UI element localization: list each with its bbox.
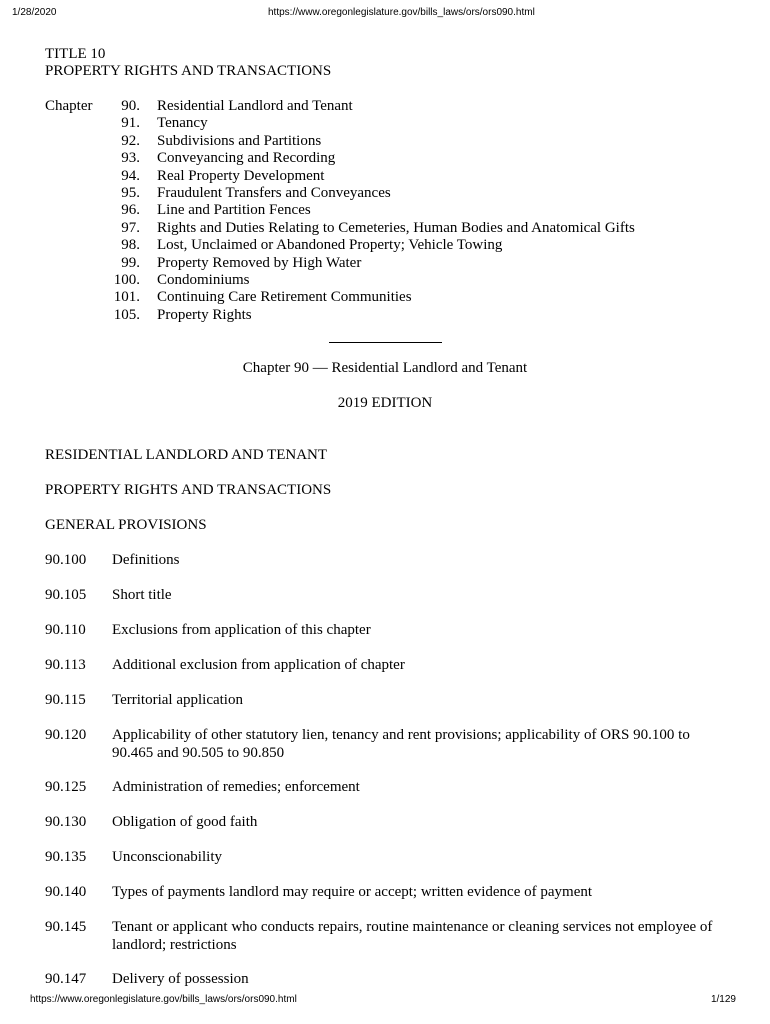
page-number: 1/129 [710, 994, 736, 1005]
chapter-number: 99. [121, 254, 140, 271]
print-footer [30, 993, 736, 1007]
heading-title: PROPERTY RIGHTS AND TRANSACTIONS [45, 482, 332, 498]
chapter-title: Tenancy [157, 115, 208, 132]
chapter-title: Continuing Care Retirement Communities [157, 289, 412, 306]
chapter-number: 93. [121, 150, 140, 167]
chapter-title: Lost, Unclaimed or Abandoned Property; Vehicle Towing [157, 237, 503, 254]
section-number: 90.110 [45, 622, 86, 638]
chapter-number: 101. [113, 289, 140, 306]
chapter-number: 105. [113, 306, 140, 323]
chapter-title: Line and Partition Fences [157, 202, 311, 219]
chapter-list-item [110, 133, 670, 150]
chapter-number: 96. [121, 202, 140, 219]
section-number: 90.100 [45, 552, 87, 568]
section-number: 90.135 [45, 849, 87, 865]
chapter-list-item [110, 255, 670, 272]
chapter-list-item [110, 202, 670, 219]
divider-rule [329, 342, 442, 343]
section-title: Short title [112, 587, 172, 603]
section-number: 90.105 [45, 587, 87, 603]
print-header [12, 6, 758, 20]
chapter-number: 98. [121, 237, 140, 254]
chapter-title: Property Rights [157, 306, 252, 323]
chapter-number: 97. [121, 219, 140, 236]
section-number: 90.140 [45, 884, 87, 900]
chapter-label: Chapter [45, 98, 93, 114]
chapter-number: 91. [121, 115, 140, 132]
chapter-heading: Chapter 90 — Residential Landlord and Tenant [242, 360, 528, 376]
section-title: Administration of remedies; enforcement [112, 779, 360, 795]
chapter-list-item [110, 168, 670, 185]
chapter-list-item [110, 272, 670, 289]
chapter-list-item [110, 185, 670, 202]
print-url: https://www.oregonlegislature.gov/bills_laws/ors/ors090.html [268, 7, 535, 18]
chapter-title: Condominiums [157, 271, 250, 288]
section-title: Applicability of other statutory lien, tenancy and rent provisions; applicability of ORS 90.100 to 90.465 and 90.505 to 90.850 [112, 727, 690, 761]
section-number: 90.113 [45, 657, 86, 673]
section-number: 90.130 [45, 814, 87, 830]
chapter-list-item [110, 307, 670, 324]
section-number: 90.147 [45, 971, 87, 987]
heading-general-provisions: GENERAL PROVISIONS [45, 517, 207, 533]
section-title: Territorial application [112, 692, 243, 708]
title-number: TITLE 10 [45, 46, 106, 62]
chapter-list-item [110, 289, 670, 306]
section-title: Additional exclusion from application of chapter [112, 657, 405, 673]
chapter-list-item [110, 220, 670, 237]
chapter-title: Property Removed by High Water [157, 254, 362, 271]
chapter-title: Subdivisions and Partitions [157, 132, 322, 149]
chapter-list-item [110, 98, 670, 115]
section-title: Definitions [112, 552, 180, 568]
chapter-number: 100. [113, 271, 140, 288]
chapter-list-item [110, 115, 670, 132]
chapter-list [110, 98, 670, 324]
chapter-number: 95. [121, 184, 140, 201]
section-title: Types of payments landlord may require or accept; written evidence of payment [112, 884, 593, 900]
chapter-number: 94. [121, 167, 140, 184]
chapter-title: Residential Landlord and Tenant [157, 98, 353, 114]
edition-label: 2019 EDITION [337, 395, 433, 411]
section-number: 90.115 [45, 692, 86, 708]
chapter-title: Real Property Development [157, 167, 325, 184]
footer-url: https://www.oregonlegislature.gov/bills_laws/ors/ors090.html [30, 994, 297, 1005]
section-number: 90.125 [45, 779, 87, 795]
chapter-title: Rights and Duties Relating to Cemeteries, Human Bodies and Anatomical Gifts [157, 219, 635, 236]
section-title: Exclusions from application of this chapter [112, 622, 371, 638]
chapter-title: Fraudulent Transfers and Conveyances [157, 184, 391, 201]
chapter-title: Conveyancing and Recording [157, 150, 336, 167]
chapter-list-item [110, 237, 670, 254]
section-number: 90.145 [45, 919, 87, 935]
print-date: 1/28/2020 [12, 7, 57, 18]
section-title: Delivery of possession [112, 971, 249, 987]
section-title: Tenant or applicant who conducts repairs, routine maintenance or cleaning services not employee of landlord; restrictions [112, 919, 713, 953]
chapter-number: 92. [121, 132, 140, 149]
title-name: PROPERTY RIGHTS AND TRANSACTIONS [45, 63, 332, 79]
section-title: Unconscionability [112, 849, 222, 865]
chapter-number: 90. [121, 98, 140, 114]
heading-main: RESIDENTIAL LANDLORD AND TENANT [45, 447, 328, 463]
chapter-list-item [110, 150, 670, 167]
section-title: Obligation of good faith [112, 814, 258, 830]
section-number: 90.120 [45, 727, 87, 743]
